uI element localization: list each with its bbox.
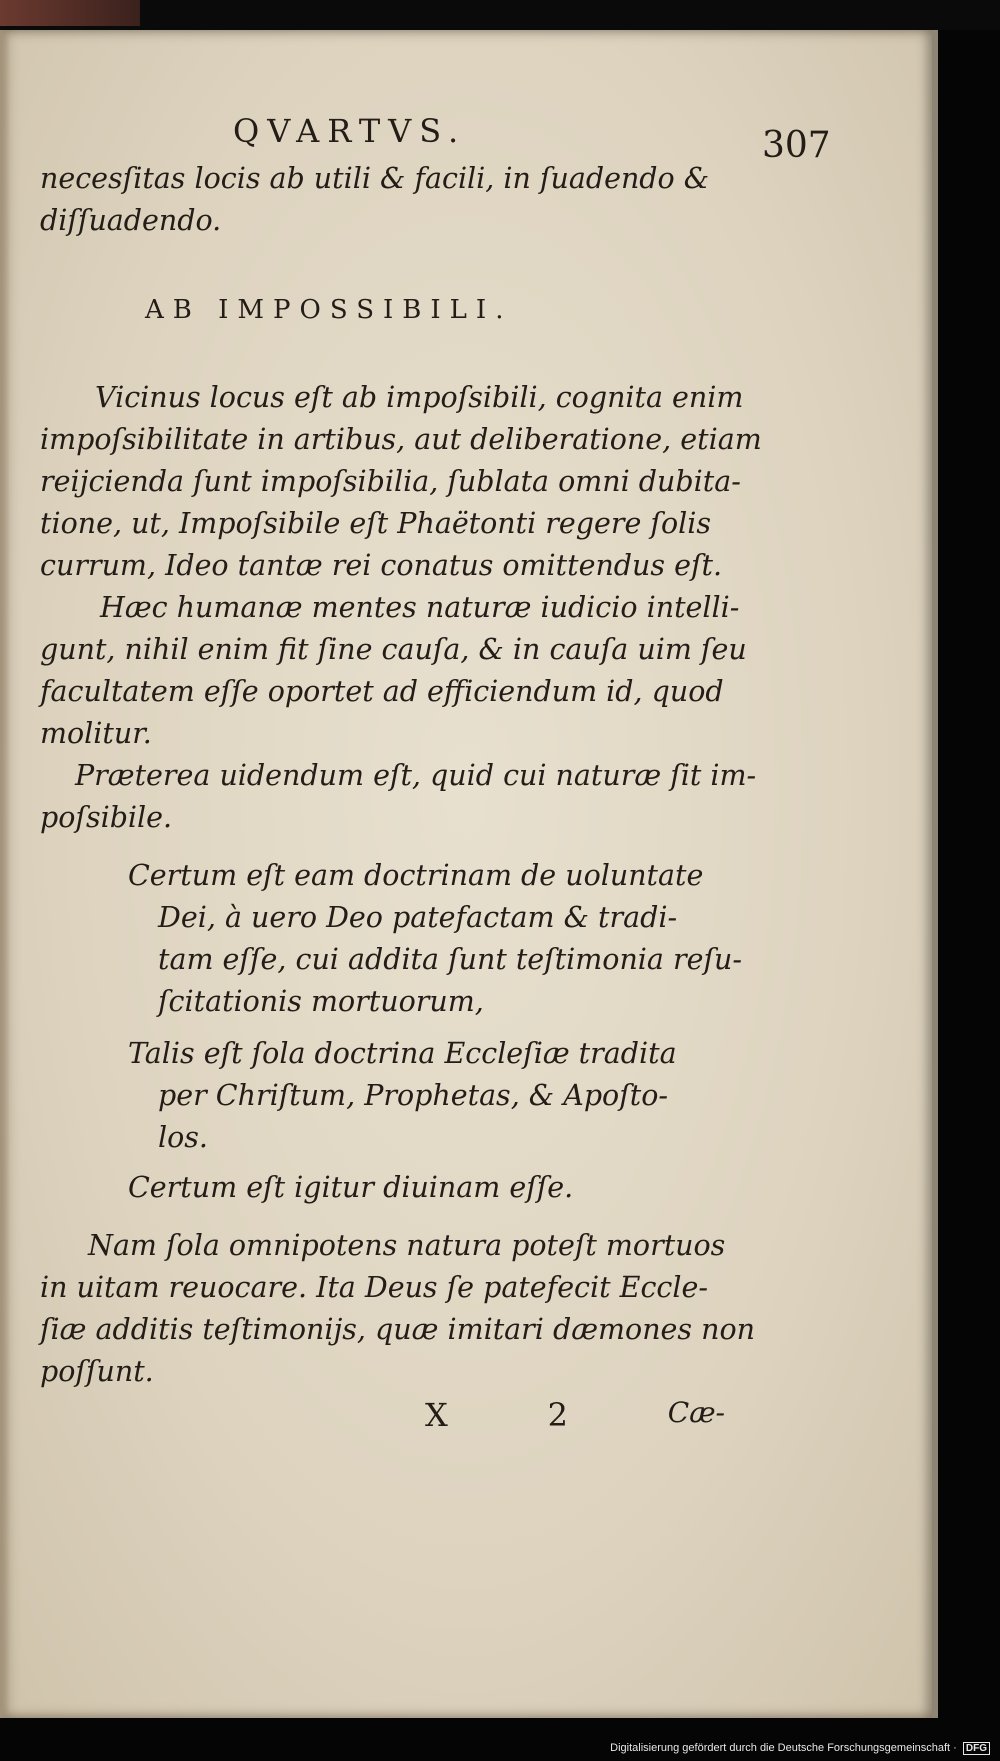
scan-corner-tab [0, 0, 140, 26]
text-line: Certum eſt igitur diuinam eſſe. [128, 1171, 574, 1204]
text-line: tione, ut, Impoſsibile eſt Phaëtonti regere ſolis [40, 507, 711, 540]
signature-number: 2 [547, 1396, 568, 1434]
text-line: per Chriſtum, Prophetas, & Apoſto- [158, 1079, 669, 1112]
syllogism-conclusion [128, 1167, 708, 1209]
text-line: los. [158, 1121, 208, 1154]
text-line: tam eſſe, cui addita ſunt teſtimonia reſu- [158, 943, 742, 976]
text-line: ſcitationis mortuorum, [158, 985, 484, 1018]
text-line: Certum eſt eam doctrinam de uoluntate [128, 859, 704, 892]
text-line: Præterea uidendum eſt, quid cui naturæ ſit im- [75, 759, 757, 792]
digitization-footer [0, 1742, 990, 1755]
text-line: facultatem eſſe oportet ad efficiendum id, quod [40, 675, 724, 708]
text-line: reijcienda ſunt impoſsibilia, ſublata omni dubita- [40, 465, 741, 498]
catchword: Cæ- [667, 1396, 725, 1429]
paragraph-4 [40, 1225, 755, 1393]
text-line: molitur. [40, 717, 152, 750]
paragraph-1 [40, 377, 762, 587]
dfg-logo: DFG [963, 1742, 990, 1755]
text-line: Nam ſola omnipotens natura poteſt mortuos [88, 1229, 726, 1262]
paragraph-2 [40, 587, 747, 755]
signature-mark: X [425, 1396, 448, 1434]
page-number: 307 [762, 125, 831, 166]
text-line: poſſunt. [40, 1355, 154, 1388]
text-line: Vicinus locus eſt ab impoſsibili, cognita enim [95, 381, 744, 414]
text-line: poſsibile. [40, 801, 173, 834]
text-line: in uitam reuocare. Ita Deus ſe patefecit Eccle- [40, 1271, 708, 1304]
text-line: ſiæ additis teſtimonijs, quæ imitari dæmones non [40, 1313, 755, 1346]
catchword-line [425, 1396, 725, 1434]
text-line: Talis eſt ſola doctrina Eccleſiæ tradita [128, 1037, 677, 1070]
section-heading: AB IMPOSSIBILI. [145, 295, 513, 325]
text-line: impoſsibilitate in artibus, aut deliberatione, etiam [40, 423, 762, 456]
text-line: Dei, à uero Deo patefactam & tradi- [158, 901, 678, 934]
scan-top-border [0, 0, 1000, 30]
text-line: diſſuadendo. [40, 204, 222, 237]
text-line: currum, Ideo tantæ rei conatus omittendus eſt. [40, 549, 723, 582]
text-line: necesſitas locis ab utili & facili, in ſuadendo & [40, 162, 710, 195]
footer-text: Digitalisierung gefördert durch die Deutsche Forschungsgemeinschaft · [610, 1742, 957, 1754]
text-block-top [40, 158, 710, 242]
page-right-edge [932, 30, 938, 1718]
text-line: gunt, nihil enim fit ſine cauſa, & in cauſa uim ſeu [40, 633, 747, 666]
paragraph-3 [40, 755, 757, 839]
page-gutter-shadow [0, 30, 10, 1718]
syllogism-major [128, 855, 742, 1023]
syllogism-minor [128, 1033, 708, 1159]
text-line: Hæc humanæ mentes naturæ iudicio intelli- [100, 591, 740, 624]
running-head: QVARTVS. [233, 112, 467, 150]
